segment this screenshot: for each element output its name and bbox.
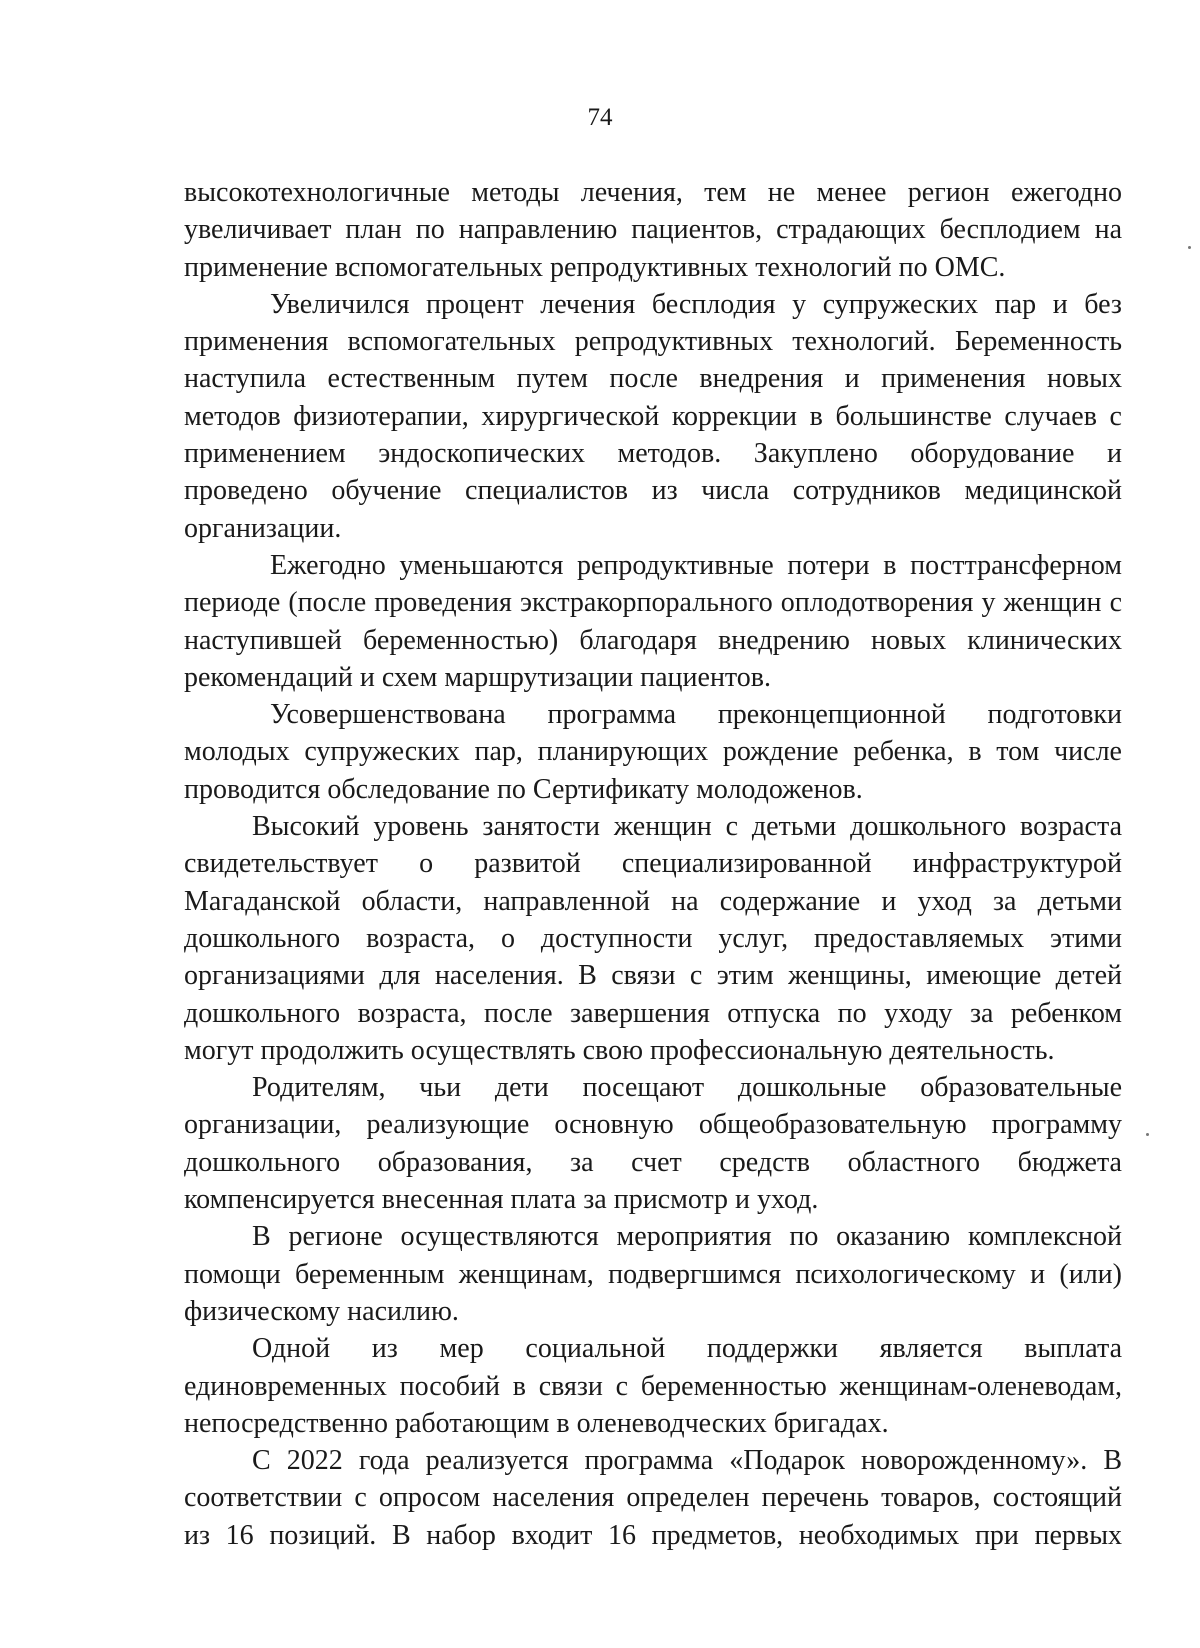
text-line: соответствии с опросом населения определен перечень товаров, состоящий xyxy=(184,1482,1122,1514)
paragraph xyxy=(184,696,1122,808)
paragraph xyxy=(184,1218,1122,1330)
text-line: применения вспомогательных репродуктивных технологий. Беременность xyxy=(184,326,1122,358)
text-line: Одной из мер социальной поддержки является выплата xyxy=(252,1333,1122,1365)
text-line: Магаданской области, направленной на содержание и уход за детьми xyxy=(184,885,1122,917)
text-line: дошкольного возраста, после завершения отпуска по уходу за ребенком xyxy=(184,997,1122,1029)
body-text xyxy=(184,174,1122,1554)
text-line: физическому насилию. xyxy=(184,1295,459,1327)
scan-speck xyxy=(1188,246,1191,249)
text-line: применением эндоскопических методов. Закуплено оборудование и xyxy=(184,438,1122,470)
scan-speck xyxy=(1146,1133,1149,1136)
text-line: из 16 позиций. В набор входит 16 предметов, необходимых при первых xyxy=(184,1519,1122,1551)
text-line: высокотехнологичные методы лечения, тем не менее регион ежегодно xyxy=(184,177,1122,208)
text-line: дошкольного образования, за счет средств областного бюджета xyxy=(184,1146,1122,1178)
text-line: Увеличился процент лечения бесплодия у супружеских пар и без xyxy=(270,288,1122,320)
text-line: наступила естественным путем после внедрения и применения новых xyxy=(184,363,1122,395)
paragraph xyxy=(184,808,1122,1069)
text-line: Ежегодно уменьшаются репродуктивные потери в посттрансферном xyxy=(270,549,1122,581)
paragraph xyxy=(184,1442,1122,1554)
text-line: компенсируется внесенная плата за присмотр и уход. xyxy=(184,1184,819,1216)
text-line: непосредственно работающим в оленеводческих бригадах. xyxy=(184,1407,889,1439)
text-line: применение вспомогательных репродуктивных технологий по ОМС. xyxy=(184,251,1006,283)
text-line: помощи беременным женщинам, подвергшимся психологическому и (или) xyxy=(184,1258,1122,1290)
text-line: периоде (после проведения экстракорпорального оплодотворения у женщин с xyxy=(184,587,1122,619)
text-line: молодых супружеских пар, планирующих рождение ребенка, в том числе xyxy=(184,736,1122,768)
text-line: могут продолжить осуществлять свою профессиональную деятельность. xyxy=(184,1034,1055,1066)
text-line: Родителям, чьи дети посещают дошкольные образовательные xyxy=(252,1072,1122,1104)
text-line: увеличивает план по направлению пациентов, страдающих бесплодием на xyxy=(184,214,1122,246)
text-line: наступившей беременностью) благодаря внедрению новых клинических xyxy=(184,624,1122,656)
paragraph xyxy=(184,286,1122,547)
text-line: единовременных пособий в связи с беременностью женщинам-оленеводам, xyxy=(184,1370,1122,1402)
text-line: свидетельствует о развитой специализированной инфраструктурой xyxy=(184,848,1122,880)
text-line: дошкольного возраста, о доступности услуг, предоставляемых этими xyxy=(184,922,1122,954)
text-line: Усовершенствована программа преконцепционной подготовки xyxy=(270,699,1122,731)
text-line: рекомендаций и схем маршрутизации пациентов. xyxy=(184,661,772,693)
paragraph xyxy=(184,1330,1122,1442)
paragraph xyxy=(184,1069,1122,1218)
paragraph xyxy=(184,174,1122,286)
text-line: В регионе осуществляются мероприятия по оказанию комплексной xyxy=(252,1221,1122,1253)
text-line: Высокий уровень занятости женщин с детьми дошкольного возраста xyxy=(252,811,1122,843)
page-number: 74 xyxy=(587,104,613,131)
text-line: организациями для населения. В связи с этим женщины, имеющие детей xyxy=(184,960,1122,992)
text-line: методов физиотерапии, хирургической коррекции в большинстве случаев с xyxy=(184,400,1122,432)
text-line: С 2022 года реализуется программа «Подарок новорожденному». В xyxy=(252,1445,1122,1477)
text-line: организации, реализующие основную общеобразовательную программу xyxy=(184,1109,1122,1141)
text-line: проводится обследование по Сертификату молодоженов. xyxy=(184,773,863,805)
text-line: организации. xyxy=(184,512,342,544)
text-line: проведено обучение специалистов из числа сотрудников медицинской xyxy=(184,475,1122,507)
paragraph xyxy=(184,547,1122,696)
